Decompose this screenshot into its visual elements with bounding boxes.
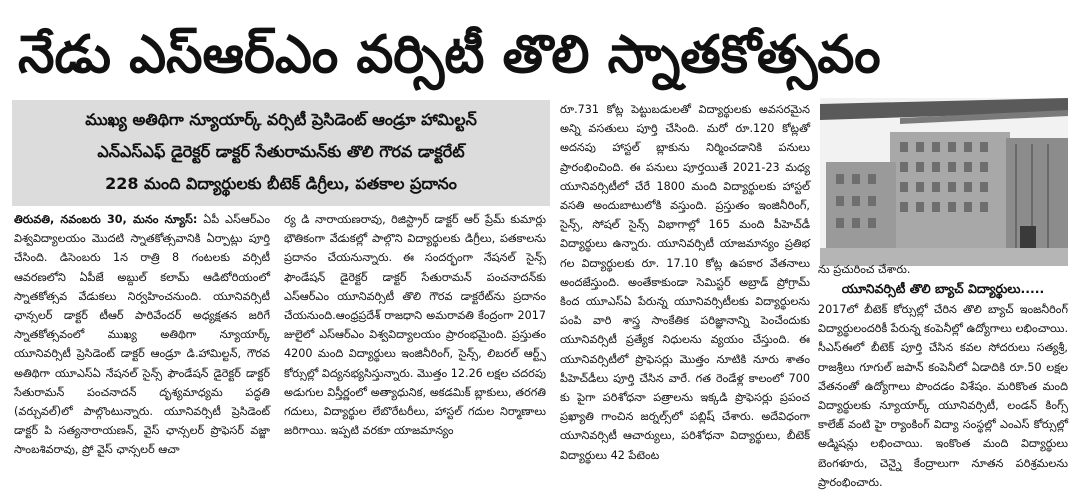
photo-caption: ను ప్రచురించ చేశారు.: [818, 263, 911, 276]
article-column-3: [560, 100, 810, 462]
column-3-text: రూ.731 కోట్ల పెట్టుబడులతో విద్యార్థులకు అవసరమైన అన్ని వసతులు పూర్తి చేసింది. మరో రూ.120 కోట్లతో అదనపు హాస్టల్ బ్లాకును నిర్మించడానికి పనులు ప్రారంభించింది. ఈ పనులు పూర్తయితే 2021-23 మధ్య యూనివర్సిటీలో చేరే 1800 మంది విద్యార్థులకు హాస్టల్ వసతి అందుబాటులోకి వస్తుంది. ప్రస్తుతం ఇంజినీరింగ్, సైన్స్, సోషల్ సైన్స్ విభాగాల్లో 165 మంది పీహెచ్‌డీ విద్యార్థులు ఉన్నారు. యూనివర్సిటీ యాజమాన్యం ప్రతిభ గల విద్యార్థులకు రూ. 17.10 కోట్ల ఉపకార వేతనాలు అందజేస్తుంది. అంతేకాకుండా సెమిస్టర్ అబ్రాడ్ ప్రోగ్రామ్ కింద యూఎస్ఏ పేరున్న యూనివర్సిటీలకు విద్యార్థులను పంపి వారి శాస్త్ర సాంకేతిక పరిజ్ఞానాన్ని పెంచేందుకు యూనివర్సిటీ ప్రత్యేక నిధులను వ్యయం చేస్తుంది. ఈ యూనివర్సిటీలో ప్రొఫెసర్లు మొత్తం నూటికి నూరు శాతం పీహెచ్‌డీలు పూర్తి చేసిన వారే. గత రెండేళ్ల కాలంలో 700 కు పైగా పరిశోధనా పత్రాలను ఇక్కడి ప్రొఫెసర్లు ప్రపంచ ప్రఖ్యాతి గాంచిన జర్నల్స్‌లో పబ్లిష్ చేశారు. అదేవిధంగా యూనివర్సిటీ ఆచార్యులు, పరిశోధనా విద్యార్థులు, బీటెక్ విద్యార్థులు 42 పేటెంట: [560, 103, 810, 462]
byline: తిరువతి, నవంబరు 30, మనం న్యూస్:: [14, 213, 198, 226]
column-4-text: 2017లో బీటెక్ కోర్సుల్లో చేరిన తొలి బ్యాచ్ ఇంజనీరింగ్ విద్యార్థులందరికీ పేరున్న కంపెనీల్లో ఉద్యోగాలు లభించాయి. సీఎస్ఈలో బీటెక్ పూర్తి చేసిన కవల సోదరులు సత్యశ్రీ, రాజశ్రీలు గూగుల్ జపాన్ కంపెనీలో ఏడాదికి రూ.50 లక్షల వేతనంతో ఉద్యోగాలు పొందడం విశేషం. మరికొంత మంది విద్యార్థులకు న్యూయార్క్ యూనివర్సిటీ, లండన్ కింగ్స్ కాలేజ్ వంటి హై ర్యాంకింగ్ విద్యా సంస్థల్లో ఎంఎస్ కోర్సుల్లో అడ్మిషన్లు లభించాయి. ఇంకొంత మంది విద్యార్థులు బెంగళూరు, చెన్నై కేంద్రాలుగా నూతన పరిశ్రమలను ప్రారంభించారు.: [818, 303, 1068, 489]
deck-line-3: 228 మంది విద్యార్థులకు బీటెక్ డిగ్రీలు, పతకాల ప్రదానం: [105, 174, 457, 193]
deck-line-2: ఎన్ఎస్ఎఫ్ డైరెక్టర్ డాక్టర్ సేతురామన్‌కు తొలి గౌరవ డాక్టరేట్: [97, 142, 465, 161]
article-column-2: [284, 210, 546, 455]
deck-box: [12, 100, 550, 206]
column-1-text: ఏపీ ఎస్ఆర్ఎం విశ్వవిద్యాలయం మొదటి స్నాతకోత్సవానికి ఏర్పాట్లు పూర్తి చేసింది. డిసెంబరు 1న రాత్రి 8 గంటలకు వర్సిటీ ఆవరణలోని ఏపీజే అబ్దుల్ కలామ్ ఆడిటోరియంలో స్నాతకోత్సవ వేడుకలు నిర్వహించనుంది. యూనివర్సిటీ ఛాన్సలర్ డాక్టర్ టీఆర్ పారివేందర్ అధ్యక్షతన జరిగే స్నాతకోత్సవంలో ముఖ్య అతిథిగా న్యూయార్క్ యూనివర్సిటీ ప్రెసిడెంట్ డాక్టర్ ఆండ్రూ డి.హామిల్టన్, గౌరవ అతిథిగా యూఎస్ఏ నేషనల్ సైన్స్ ఫౌండేషన్ డైరెక్టర్ డాక్టర్ సేతురామన్ పంచనాదన్ దృశ్యమాధ్యమ పద్ధతి (వర్చువల్)లో పాల్గొంటున్నారు. యూనివర్సిటీ ప్రెసిడెంట్ డాక్టర్ పి సత్యనారాయణన్, వైస్ ఛాన్సలర్ ప్రొఫెసర్ వజ్జా సాంబశివరావు, ప్రో వైస్ ఛాన్సలర్ ఆచా: [14, 213, 271, 457]
article-column-1: [14, 210, 270, 455]
article-column-4: [818, 262, 1068, 489]
deck-line-1: ముఖ్య అతిథిగా న్యూయార్క్ వర్సిటీ ప్రెసిడెంట్ ఆండ్రూ హామిల్టన్: [85, 110, 477, 129]
headline: నేడు ఎస్ఆర్ఎం వర్సిటీ తొలి స్నాతకోత్సవం: [18, 25, 881, 85]
column-2-text: ర్య డి నారాయణరావు, రిజిస్ట్రార్ డాక్టర్ ఆర్ ప్రేమ్ కుమార్లు భౌతికంగా వేడుకల్లో పాల్గొని విద్యార్థులకు డిగ్రీలు, పతకాలను ప్రదానం చేయనున్నారు. ఈ సందర్భంగా నేషనల్ సైన్స్ ఫౌండేషన్ డైరెక్టర్ డాక్టర్ సేతురామన్ పంచనాదన్‌కు ఎస్ఆర్ఎం యూనివర్సిటీ తొలి గౌరవ డాక్టరేట్‌ను ప్రదానం చేయనుంది.ఆంధ్రప్రదేశ్ రాజధాని అమరావతి కేంద్రంగా 2017 జులైలో ఎస్ఆర్ఎం విశ్వవిద్యాలయం ప్రారంభమైంది. ప్రస్తుతం 4200 మంది విద్యార్థులు ఇంజినీరింగ్, సైన్స్, లిబరల్ ఆర్ట్స్ కోర్సుల్లో విద్యనభ్యసిస్తున్నారు. మొత్తం 12.26 లక్షల చదరపు అడుగుల విస్తీర్ణంలో అత్యాధునిక, అకడమిక్ బ్లాకులు, తరగతి గదులు, విద్యార్థుల లేబొరేటరీలు, హాస్టల్ గదుల నిర్మాణాలు జరిగాయి. ఇప్పటి వరకూ యాజమాన్యం: [284, 213, 546, 438]
subheading: యూనివర్సిటీ తొలి బ్యాచ్ విద్యార్థులు.....: [841, 281, 1045, 296]
building-photo-icon: [820, 98, 1068, 266]
building-photo: [820, 98, 1068, 266]
